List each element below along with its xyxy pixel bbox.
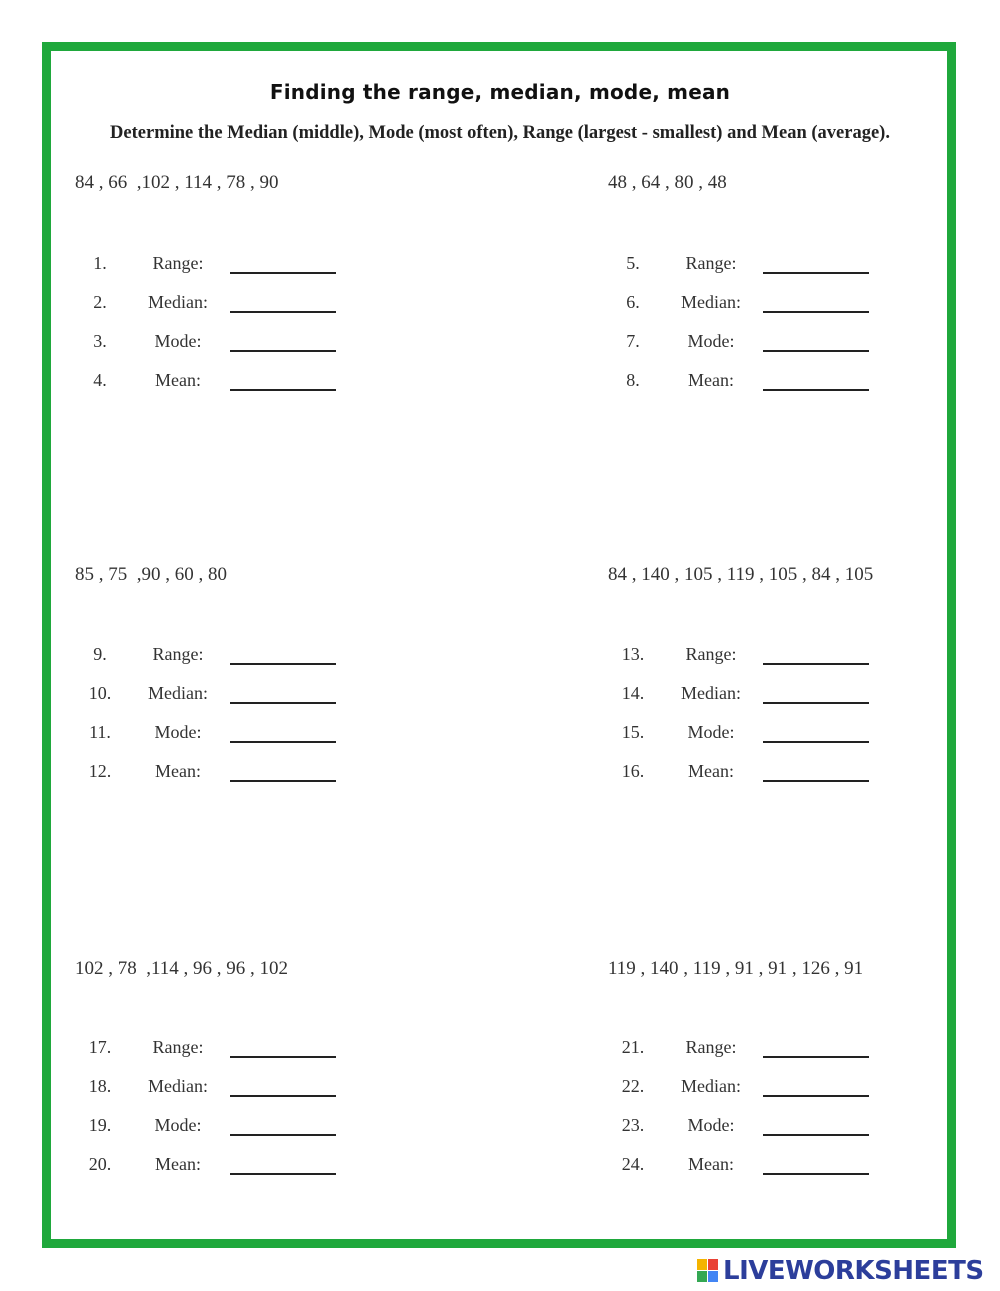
question-row <box>80 761 350 787</box>
question-number: 12. <box>88 761 112 781</box>
answer-blank[interactable] <box>230 311 336 313</box>
question-row <box>613 1115 883 1141</box>
question-number: 20. <box>88 1154 112 1174</box>
question-row <box>613 1037 883 1063</box>
answer-blank[interactable] <box>763 1134 869 1136</box>
question-number: 9. <box>93 644 107 664</box>
question-label: Mean: <box>688 1154 734 1174</box>
number-set: 84 , 66 ,102 , 114 , 78 , 90 <box>75 172 279 193</box>
question-label: Mode: <box>154 331 202 351</box>
question-label: Median: <box>681 292 741 312</box>
question-row <box>80 1037 350 1063</box>
question-number: 2. <box>93 292 107 312</box>
question-number: 5. <box>626 253 640 273</box>
question-label: Range: <box>152 253 204 273</box>
question-number: 13. <box>621 644 645 664</box>
question-label: Median: <box>148 292 208 312</box>
answer-blank[interactable] <box>763 272 869 274</box>
number-set: 48 , 64 , 80 , 48 <box>608 172 727 193</box>
question-label: Mode: <box>687 722 735 742</box>
question-label: Range: <box>685 1037 737 1057</box>
question-label: Mode: <box>154 1115 202 1135</box>
liveworksheets-logo-icon <box>697 1259 719 1283</box>
question-number: 15. <box>621 722 645 742</box>
answer-blank[interactable] <box>230 663 336 665</box>
number-set: 119 , 140 , 119 , 91 , 91 , 126 , 91 <box>608 958 864 979</box>
question-row <box>80 722 350 748</box>
question-row <box>613 331 883 357</box>
question-number: 14. <box>621 683 645 703</box>
brand-name: LIVEWORKSHEETS <box>723 1256 984 1286</box>
answer-blank[interactable] <box>763 780 869 782</box>
question-row <box>80 253 350 279</box>
question-row <box>613 1154 883 1180</box>
question-label: Median: <box>681 683 741 703</box>
answer-blank[interactable] <box>763 663 869 665</box>
question-number: 22. <box>621 1076 645 1096</box>
question-row <box>613 292 883 318</box>
answer-blank[interactable] <box>230 389 336 391</box>
question-row <box>80 644 350 670</box>
question-label: Mean: <box>155 761 201 781</box>
question-label: Range: <box>685 253 737 273</box>
question-label: Mean: <box>688 370 734 390</box>
answer-blank[interactable] <box>763 311 869 313</box>
answer-blank[interactable] <box>230 1095 336 1097</box>
question-label: Mode: <box>687 331 735 351</box>
answer-blank[interactable] <box>230 780 336 782</box>
question-row <box>613 761 883 787</box>
answer-blank[interactable] <box>763 350 869 352</box>
answer-blank[interactable] <box>230 741 336 743</box>
answer-blank[interactable] <box>763 1173 869 1175</box>
number-set: 84 , 140 , 105 , 119 , 105 , 84 , 105 <box>608 564 874 585</box>
question-row <box>613 644 883 670</box>
answer-blank[interactable] <box>230 272 336 274</box>
question-row <box>80 331 350 357</box>
question-number: 18. <box>88 1076 112 1096</box>
question-row <box>613 253 883 279</box>
answer-blank[interactable] <box>763 1056 869 1058</box>
question-row <box>613 683 883 709</box>
question-label: Mode: <box>687 1115 735 1135</box>
answer-blank[interactable] <box>230 350 336 352</box>
question-label: Mode: <box>154 722 202 742</box>
question-number: 4. <box>93 370 107 390</box>
question-row <box>80 683 350 709</box>
answer-blank[interactable] <box>763 741 869 743</box>
question-row <box>80 1076 350 1102</box>
question-row <box>613 722 883 748</box>
answer-blank[interactable] <box>763 1095 869 1097</box>
question-label: Mean: <box>155 1154 201 1174</box>
question-number: 8. <box>626 370 640 390</box>
question-number: 7. <box>626 331 640 351</box>
question-number: 24. <box>621 1154 645 1174</box>
question-number: 19. <box>88 1115 112 1135</box>
worksheet-instructions: Determine the Median (middle), Mode (most often), Range (largest - smallest) and Mean (average). <box>110 123 890 143</box>
question-row <box>80 292 350 318</box>
question-number: 3. <box>93 331 107 351</box>
question-label: Mean: <box>688 761 734 781</box>
number-set: 85 , 75 ,90 , 60 , 80 <box>75 564 227 585</box>
answer-blank[interactable] <box>230 1134 336 1136</box>
number-set: 102 , 78 ,114 , 96 , 96 , 102 <box>75 958 289 979</box>
answer-blank[interactable] <box>230 1056 336 1058</box>
answer-blank[interactable] <box>763 389 869 391</box>
question-row <box>613 1076 883 1102</box>
question-number: 11. <box>89 722 111 742</box>
footer-logo[interactable] <box>697 1254 984 1288</box>
question-number: 21. <box>621 1037 645 1057</box>
question-number: 23. <box>621 1115 645 1135</box>
question-label: Range: <box>152 644 204 664</box>
question-number: 17. <box>88 1037 112 1057</box>
question-row <box>80 1154 350 1180</box>
question-label: Mean: <box>155 370 201 390</box>
question-row <box>613 370 883 396</box>
question-number: 1. <box>93 253 107 273</box>
worksheet-title: Finding the range, median, mode, mean <box>269 80 731 104</box>
question-row <box>80 370 350 396</box>
question-number: 16. <box>621 761 645 781</box>
answer-blank[interactable] <box>230 1173 336 1175</box>
question-number: 10. <box>88 683 112 703</box>
question-label: Median: <box>681 1076 741 1096</box>
question-number: 6. <box>626 292 640 312</box>
question-label: Median: <box>148 683 208 703</box>
answer-blank[interactable] <box>763 702 869 704</box>
question-label: Median: <box>148 1076 208 1096</box>
question-label: Range: <box>685 644 737 664</box>
question-label: Range: <box>152 1037 204 1057</box>
answer-blank[interactable] <box>230 702 336 704</box>
question-row <box>80 1115 350 1141</box>
